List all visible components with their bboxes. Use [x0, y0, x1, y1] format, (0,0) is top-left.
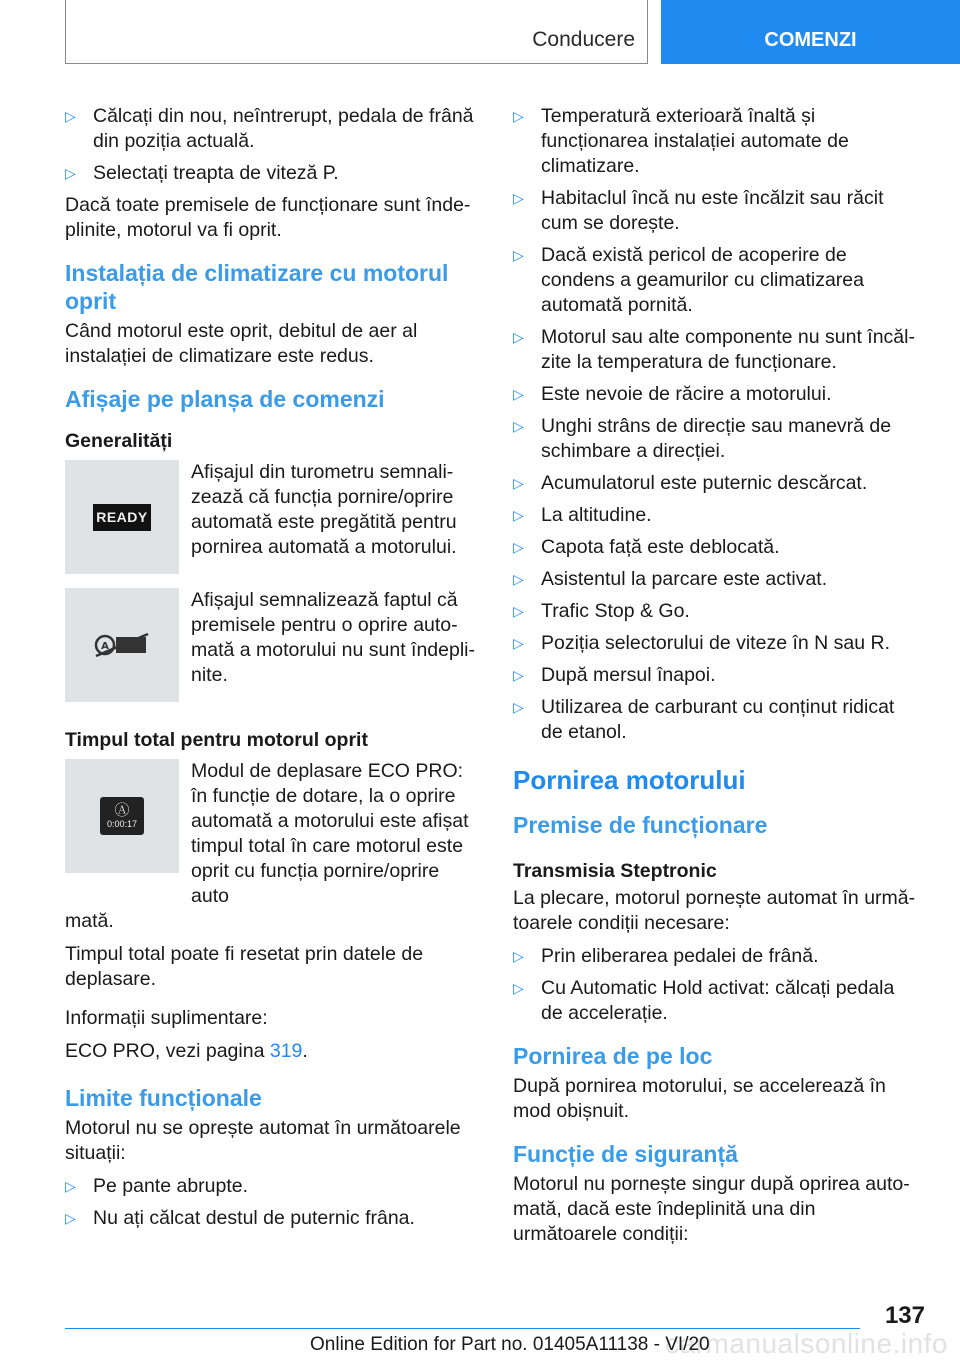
list-item-text: Trafic Stop & Go.	[541, 600, 690, 622]
timer-value: 0:00:17	[106, 818, 138, 829]
svg-text:A: A	[101, 641, 109, 652]
eco-ref-end: .	[302, 1040, 308, 1062]
list-item-text: Habitaclul încă nu este încălzit sau răcit cum se dorește.	[541, 187, 884, 234]
eco-ref-text: ECO PRO, vezi pagina	[65, 1040, 265, 1062]
header-tab-label: COMENZI	[764, 29, 857, 51]
paragraph: După pornirea motorului, se accelerează în mod obișnuit.	[513, 1075, 886, 1122]
triangle-bullet-icon: ▷	[513, 108, 524, 124]
list-item	[513, 599, 918, 624]
start-stop-off-icon	[94, 632, 150, 658]
start-stop-indicator-image	[65, 588, 179, 702]
list-item	[513, 631, 918, 656]
heading-premise: Premise de funcționare	[513, 812, 768, 838]
eco-timer-image	[65, 759, 179, 873]
page-link-319[interactable]: 319	[269, 1040, 303, 1062]
list-item-text: Cu Automatic Hold activat: călcați pedala de accelerație.	[541, 977, 895, 1024]
figure-text: Afișajul semnalizează faptul că premisele pentru o oprire automată a motorului nu sunt îndeplinite.	[191, 589, 475, 686]
list-item-text: Pe pante abrupte.	[93, 1175, 249, 1197]
list-item	[513, 382, 918, 407]
triangle-bullet-icon: ▷	[513, 635, 524, 651]
heading-pornirea-de-pe-loc: Pornirea de pe loc	[513, 1043, 713, 1069]
triangle-bullet-icon: ▷	[65, 108, 76, 124]
triangle-bullet-icon: ▷	[513, 603, 524, 619]
header-tab-comenzi[interactable]	[661, 0, 960, 64]
triangle-bullet-icon: ▷	[513, 386, 524, 402]
footer-edition: Online Edition for Part no. 01405A11138 - VI/20	[310, 1334, 710, 1355]
triangle-bullet-icon: ▷	[513, 571, 524, 587]
list-item	[513, 104, 918, 179]
triangle-bullet-icon: ▷	[65, 1210, 76, 1226]
triangle-bullet-icon: ▷	[513, 475, 524, 491]
list-item	[65, 161, 477, 186]
list-item	[513, 663, 918, 688]
list-item-text: Dacă există pericol de acoperire de condens a geamurilor cu climatizarea automată pornită.	[541, 244, 864, 316]
left-column	[65, 104, 477, 1238]
figure-row-ready	[65, 460, 477, 574]
list-item-text: Unghi strâns de direcție sau manevră de schimbare a direcției.	[541, 415, 892, 462]
heading-transmisia: Transmisia Steptronic	[513, 860, 717, 882]
heading-afisaje: Afișaje pe planșa de comenzi	[65, 386, 385, 412]
list-item-text: Nu ați călcat destul de puternic frâna.	[93, 1207, 415, 1229]
triangle-bullet-icon: ▷	[513, 699, 524, 715]
list-item-text: Temperatură exterioară înaltă și funcționarea instalației automate de climatizare.	[541, 105, 849, 177]
list-item-text: La altitudine.	[541, 504, 652, 526]
triangle-bullet-icon: ▷	[65, 165, 76, 181]
heading-timpul-total: Timpul total pentru motorul oprit	[65, 729, 368, 751]
figure-row-startstop	[65, 588, 477, 702]
triangle-bullet-icon: ▷	[513, 190, 524, 206]
ready-badge: READY	[93, 504, 151, 531]
list-item	[65, 1174, 477, 1199]
list-item-text: Călcați din nou, neîntrerupt, pedala de frână din poziția actuală.	[93, 105, 474, 152]
list-item	[513, 471, 918, 496]
right-column	[513, 104, 918, 1255]
figure-row-timer	[65, 759, 477, 909]
triangle-bullet-icon: ▷	[513, 418, 524, 434]
heading-functie-siguranta: Funcție de siguranță	[513, 1141, 738, 1167]
list-item-text: Acumulatorul este puternic descărcat.	[541, 472, 868, 494]
page-number: 137	[884, 1302, 925, 1329]
list-item-text: Prin eliberarea pedalei de frână.	[541, 945, 819, 967]
triangle-bullet-icon: ▷	[513, 948, 524, 964]
timer-display	[100, 797, 144, 835]
paragraph: Timpul total poate fi resetat prin datele de deplasare.	[65, 943, 424, 990]
list-item	[65, 104, 477, 154]
figure-text: Afișajul din turometru semnalizează că funcția pornire/oprire automată este pregătită pentru pornirea automată a motorului.	[191, 461, 457, 558]
watermark: carmanualsonline.info	[665, 1328, 948, 1359]
paragraph: Informații suplimentare:	[65, 1007, 268, 1029]
list-item-text: Motorul sau alte componente nu sunt încălzite la temperatura de funcționare.	[541, 326, 915, 373]
list-item	[65, 1206, 477, 1231]
triangle-bullet-icon: ▷	[513, 507, 524, 523]
figure-text: Modul de deplasare ECO PRO: în funcție de dotare, la o oprire automată a motorului este afișat timpul total în care motorul este oprit cu funcția pornire/oprire auto	[191, 760, 469, 907]
heading-climatizare: Instalația de climatizare cu motorul oprit	[65, 260, 449, 314]
list-item	[513, 535, 918, 560]
triangle-bullet-icon: ▷	[65, 1178, 76, 1194]
paragraph: Motorul nu pornește singur după oprirea automată, dacă este îndeplinită una din următoarele condiții:	[513, 1173, 910, 1245]
list-item	[513, 503, 918, 528]
list-item	[513, 567, 918, 592]
paragraph: Dacă toate premisele de funcționare sunt îndeplinite, motorul va fi oprit.	[65, 194, 471, 241]
list-item-text: Poziția selectorului de viteze în N sau R.	[541, 632, 891, 654]
list-item-text: Asistentul la parcare este activat.	[541, 568, 828, 590]
list-item-text: Capota față este deblocată.	[541, 536, 780, 558]
list-item	[513, 243, 918, 318]
header-section-title: Conducere	[532, 28, 635, 51]
ready-indicator-image	[65, 460, 179, 574]
list-item-text: Selectați treapta de viteză P.	[93, 162, 339, 184]
list-item	[513, 186, 918, 236]
triangle-bullet-icon: ▷	[513, 980, 524, 996]
paragraph: La plecare, motorul pornește automat în următoarele condiții necesare:	[513, 887, 916, 934]
heading-generalitati: Generalități	[65, 430, 173, 452]
paragraph	[65, 1039, 477, 1064]
list-item-text: Este nevoie de răcire a motorului.	[541, 383, 832, 405]
triangle-bullet-icon: ▷	[513, 539, 524, 555]
paragraph: mată.	[65, 910, 114, 932]
heading-limite: Limite funcționale	[65, 1085, 262, 1111]
paragraph: Când motorul este oprit, debitul de aer al instalației de climatizare este redus.	[65, 320, 418, 367]
list-item-text: După mersul înapoi.	[541, 664, 716, 686]
auto-start-icon: Ⓐ	[114, 801, 130, 819]
list-item	[513, 944, 918, 969]
paragraph: Motorul nu se oprește automat în următoarele situații:	[65, 1117, 461, 1164]
triangle-bullet-icon: ▷	[513, 667, 524, 683]
list-item	[513, 695, 918, 745]
list-item-text: Utilizarea de carburant cu conținut ridicat de etanol.	[541, 696, 895, 743]
triangle-bullet-icon: ▷	[513, 247, 524, 263]
heading-pornirea-motorului: Pornirea motorului	[513, 765, 746, 795]
list-item	[513, 976, 918, 1026]
list-item	[513, 325, 918, 375]
list-item	[513, 414, 918, 464]
triangle-bullet-icon: ▷	[513, 329, 524, 345]
